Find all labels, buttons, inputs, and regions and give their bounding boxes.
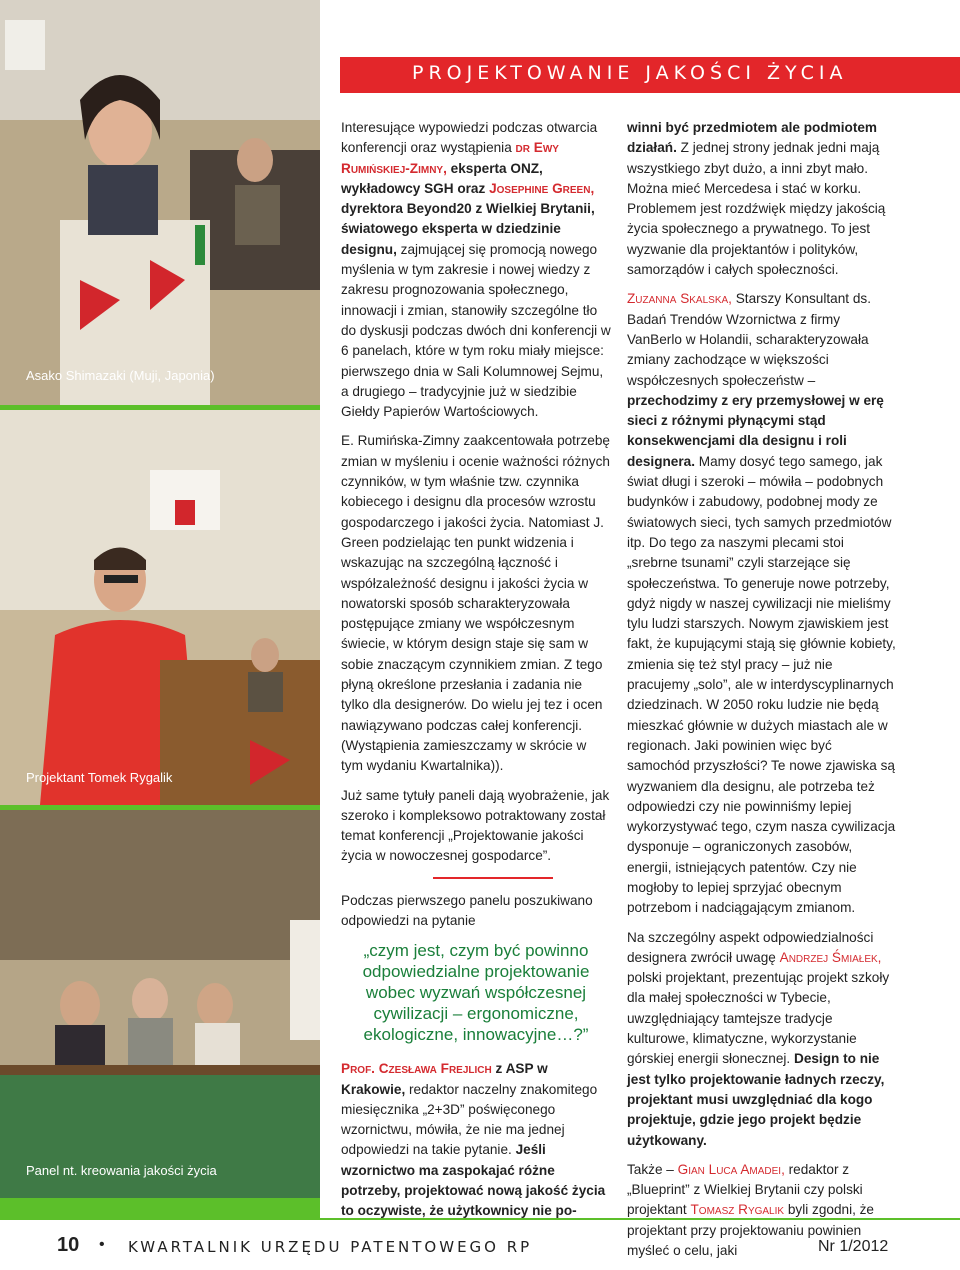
person-name: Josephine Green,	[489, 180, 595, 196]
page-number: 10	[57, 1234, 80, 1256]
photo-designer-image	[0, 410, 320, 805]
person-name: Tomasz Rygalik	[690, 1202, 785, 1218]
pull-quote: „czym jest, czym być powinno odpowiedzialne projektowanie wobec wyzwań współczesnej cywilizacji – ergonomiczne, ekologiczne, innowacyjne…?”	[362, 941, 590, 1045]
paragraph-body: Na szczególny aspekt odpowiedzialności designera zwrócił uwagę Andrzej Śmiałek, polski projektant, prezentując projekt szkoły dla małej społeczności w Tybecie, uwzględniający tamtejsze tradycje kulturowe, klimatyczne, wykorzystanie górskiej energii słonecznej. Design to nie jest tylko projektowanie ładnych rzeczy, projektant musi uwzględniać dla kogo projektuje, gdzie jego projekt będzie użytkowany.	[627, 929, 890, 1148]
person-name: Prof. Czesława Frejlich	[341, 1061, 492, 1077]
photo-designer	[0, 410, 320, 805]
person-name: Zuzanna Skalska,	[627, 291, 732, 307]
photo-caption-2: Projektant Tomek Rygalik	[26, 770, 173, 785]
paragraph-body: Prof. Czesława Frejlich z ASP w Krakowie, redaktor naczelny znakomitego miesięcznika „2+3D” poświęconego wzornictwu, mówiła, że nie ma jednej odpowiedzi na takie pytanie. Jeśli wzornictwo ma zaspokajać różne potrzeby, projektować nową jakość życia to oczywiste, że użytkownicy nie po-	[341, 1061, 606, 1219]
paragraph-body: winni być przedmiotem ale podmiotem działań. Z jednej strony jednak jedni mają wszystkiego zbyt dużo, a inni zbyt mało. Można mieć Mercedesa i stać w korku. Problemem jest rozdźwięk między jakością życia społecznego a prywatnego. To jest wyzwanie dla projektantów i polityków, samorządów i całych społeczności.	[627, 120, 886, 278]
photo-panel	[0, 810, 320, 1198]
paragraph-body: Zuzanna Skalska, Starszy Konsultant ds. Badań Trendów Wzornictwa z firmy VanBerlo w Holandii, scharakteryzowała zmiany zachodzące w większości współczesnych społeczeństw – przechodzimy z ery przemysłowej w erę sieci z różnymi płynącymi stąd konsekwencjami dla designu i roli designera. Mamy dosyć tego samego, jak świat długi i szeroki – mówiła – podobnych budynków i zabudowy, podobnej mody ze światowych sieci, tych samych przedmiotów itp. Do tego za naszymi plecami stoi „srebrne tsunami” czyli starzejące się społeczeństwa. To generuje nowe potrzeby, gdyż nigdy w naszej cywilizacji nie mieliśmy tylu ludzi starszych. Nowym zjawiskiem jest fakt, że kupującymi stają się głównie kobiety, zmienia się też styl pracy – już nie pracujemy „solo”, ale w interdyscyplinarnych dziedzinach. W 2050 roku ludzie nie będą mieszkać głównie w dużych miastach ale w regionach. Jaki powinien więc być samochód przyszłości? Te nowe zjawiska są wyzwaniem dla designu, ale potrzeba też odpowiedzi czy nie powinniśmy lepiej wykorzystywać tego, czym nasza cywilizacja dysponuje – ograniczonych zasobów, energii, istniejących patentów. Czy nie mogłoby to lepiej sprzyjać obecnym potrzebom i nadciągającym zmianom.	[627, 291, 896, 916]
footer-bullet: •	[99, 1236, 105, 1253]
magazine-name: KWARTALNIK URZĘDU PATENTOWEGO RP	[128, 1238, 533, 1256]
person-name: Andrzej Śmiałek,	[779, 949, 882, 965]
photo-caption-3: Panel nt. kreowania jakości życia	[26, 1163, 217, 1178]
footer-divider	[0, 1218, 960, 1220]
paragraph-body: E. Rumińska-Zimny zaakcentowała potrzebę zmian w myśleniu i ocenie ważności różnych czynników, w tym właśnie tzw. czynnika kobiecego i designu dla procesów wzrostu gospodarczego i jakości życia. Natomiast J. Green podzielając ten punkt widzenia i wskazując na szczególną łączność i współzależność designu i jakości życia w nowatorski sposób scharakteryzowała postępujące zmiany we współczesnym świecie, w którym design staje się sam w sobie znaczącym czynnikiem zmian. Z tego płyną określone przesłania i zadania nie tylko dla designerów. Do wielu jej tez i ocen nawiązywano podczas całej konferencji. (Wystąpienia zamieszczamy w skrócie w tym wydaniu Kwartalnika)).	[341, 433, 610, 774]
photo-panel-image	[0, 810, 320, 1198]
section-title: PROJEKTOWANIE JAKOŚCI ŻYCIA	[412, 62, 848, 84]
paragraph-body: Już same tytuły paneli dają wyobrażenie, jak szeroko i kompleksowo potraktowany został temat konferencji „Projektowanie jakości życia w nowoczesnej gospodarce”.	[341, 787, 610, 864]
article-column-1	[341, 118, 611, 1231]
photo-caption-1: Asako Shimazaki (Muji, Japonia)	[26, 368, 215, 383]
person-name: Gian Luca Amadei,	[677, 1161, 785, 1177]
paragraph-intro: Interesujące wypowiedzi podczas otwarcia konferencji oraz wystąpienia dr Ewy Rumińskiej-Zimny, eksperta ONZ, wykładowcy SGH oraz Josephine Green, dyrektora Beyond20 z Wielkiej Brytanii, światowego eksperta w dziedzinie designu, zajmującej się promocją nowego myślenia w tym zakresie i nowej wiedzy z zakresu prognozowania społecznego, innowacji i zmian, stanowiły szczególne tło do dyskusji podczas dwóch dni konferencji w 6 panelach, które w tym roku miały miejsce: pierwszego dnia w Sali Kolumnowej Sejmu, a drugiego – tradycyjnie już w siedzibie Giełdy Papierów Wartościowych.	[341, 120, 611, 420]
article-column-2	[627, 118, 897, 1270]
paragraph-body: Podczas pierwszego panelu poszukiwano odpowiedzi na pytanie	[341, 892, 593, 928]
photo-speaker	[0, 0, 320, 405]
issue-number: Nr 1/2012	[818, 1238, 889, 1255]
separator-line	[433, 877, 553, 879]
paragraph-body: Także – Gian Luca Amadei, redaktor z „Blueprint” z Wielkiej Brytanii czy polski projektant Tomasz Rygalik byli zgodni, że projektant przy projektowaniu powinien myśleć o celu, jaki	[627, 1161, 874, 1259]
person-name: dr Ewy Rumińskiej-Zimny,	[341, 140, 559, 176]
photo-speaker-image	[0, 0, 320, 405]
